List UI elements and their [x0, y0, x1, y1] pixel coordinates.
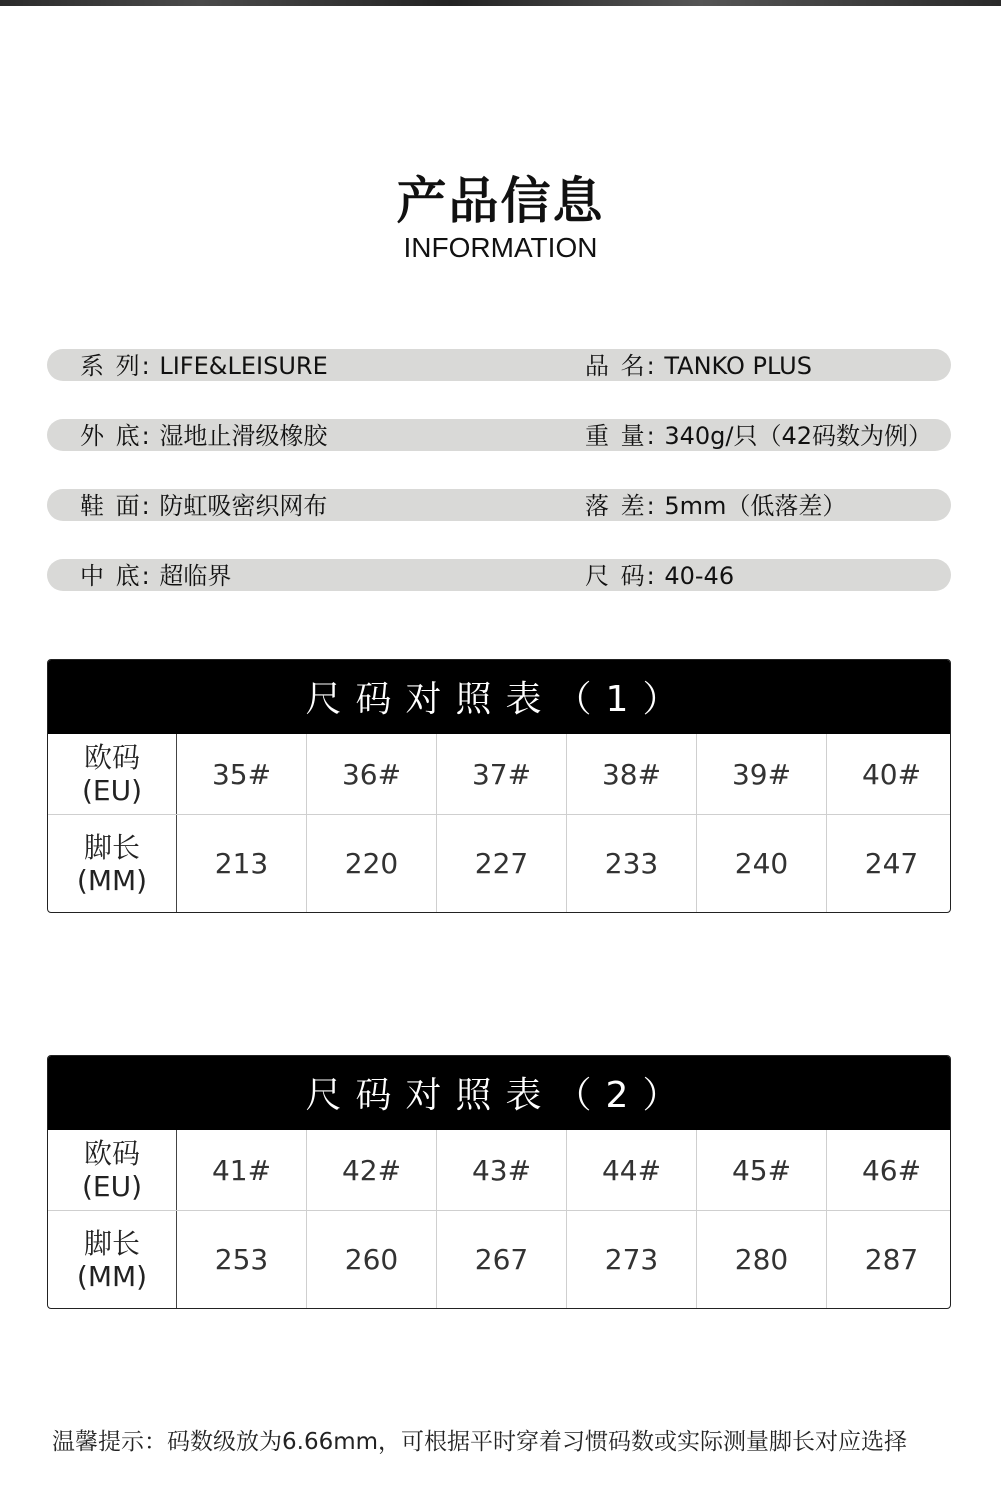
- info-cell-product-name: [585, 349, 812, 381]
- section-title: [0, 170, 1001, 264]
- info-value: 湿地止滑级橡胶: [159, 422, 328, 450]
- row-label-line: (MM): [76, 1259, 148, 1293]
- size-chart-table-2: [47, 1055, 951, 1309]
- row-label-line: 欧码: [83, 1137, 140, 1170]
- table-cell: 44#: [566, 1130, 696, 1210]
- size-chart-title: 尺码对照表（1）: [48, 660, 950, 734]
- table-cell: 267: [436, 1211, 566, 1308]
- row-label-eu: [48, 1130, 177, 1210]
- info-label: 品 名:: [585, 352, 657, 380]
- info-cell-size-range: [585, 559, 734, 591]
- size-chart-table-1: [47, 659, 951, 913]
- info-value: 340g/只（42码数为例）: [664, 422, 933, 450]
- table-cell: 253: [214, 1243, 269, 1276]
- row-label-eu: [48, 734, 177, 814]
- table-row-mm: [48, 814, 950, 912]
- info-label: 鞋 面:: [80, 492, 152, 520]
- row-label-line: 欧码: [83, 741, 140, 774]
- table-cell: 260: [306, 1211, 436, 1308]
- table-cell: 42#: [306, 1130, 436, 1210]
- table-cell: 45#: [696, 1130, 826, 1210]
- info-value: TANKO PLUS: [664, 352, 812, 380]
- title-english: INFORMATION: [403, 232, 598, 263]
- info-cell-series: [80, 349, 328, 381]
- info-cell-drop: [585, 489, 846, 521]
- table-cell: 35#: [211, 757, 272, 791]
- info-cell-weight: [585, 419, 932, 451]
- table-cell: 247: [826, 815, 951, 912]
- table-cell: 280: [696, 1211, 826, 1308]
- size-tip-footnote: 温馨提示：码数级放为6.66mm，可根据平时穿着习惯码数或实际测量脚长对应选择: [52, 1429, 908, 1455]
- table-row-eu: [48, 1130, 950, 1210]
- table-row-eu: [48, 734, 950, 814]
- info-cell-upper: [80, 489, 327, 521]
- top-decorative-strip: [0, 0, 1001, 6]
- table-cell: 46#: [826, 1130, 951, 1210]
- info-value: 5mm（低落差）: [664, 492, 847, 520]
- row-label-line: 脚长: [83, 830, 140, 864]
- info-value: 防虹吸密织网布: [159, 492, 328, 520]
- table-row-mm: [48, 1210, 950, 1308]
- size-chart-title: 尺码对照表（2）: [48, 1056, 950, 1130]
- table-cell: 43#: [436, 1130, 566, 1210]
- row-label-mm: [48, 1211, 177, 1308]
- info-row-outsole: [47, 419, 951, 451]
- info-row-series: [47, 349, 951, 381]
- info-value: LIFE&LEISURE: [159, 352, 328, 380]
- table-cell: 240: [696, 815, 826, 912]
- info-row-upper: [47, 489, 951, 521]
- table-cell: 287: [826, 1211, 951, 1308]
- row-label-line: 脚长: [83, 1226, 140, 1260]
- info-cell-outsole: [80, 419, 327, 451]
- row-label-mm: [48, 815, 177, 912]
- info-label: 外 底:: [80, 422, 152, 450]
- table-cell: 273: [566, 1211, 696, 1308]
- table-cell: 233: [566, 815, 696, 912]
- row-label-line: (EU): [81, 774, 143, 807]
- table-cell: 213: [214, 847, 269, 880]
- table-cell: 37#: [436, 734, 566, 814]
- info-label: 中 底:: [80, 562, 152, 590]
- table-cell: 39#: [696, 734, 826, 814]
- info-label: 落 差:: [585, 492, 657, 520]
- row-label-line: (EU): [81, 1170, 143, 1203]
- table-cell: 38#: [566, 734, 696, 814]
- table-cell: 41#: [211, 1153, 272, 1187]
- title-chinese: 产品信息: [396, 172, 605, 230]
- info-label: 尺 码:: [585, 562, 657, 590]
- table-cell: 227: [436, 815, 566, 912]
- row-label-line: (MM): [76, 863, 148, 897]
- info-value: 40-46: [664, 562, 735, 590]
- info-value: 超临界: [159, 562, 232, 590]
- info-label: 重 量:: [585, 422, 657, 450]
- table-cell: 36#: [306, 734, 436, 814]
- info-cell-midsole: [80, 559, 231, 591]
- info-row-midsole: [47, 559, 951, 591]
- info-label: 系 列:: [80, 352, 152, 380]
- table-cell: 40#: [826, 734, 951, 814]
- table-cell: 220: [306, 815, 436, 912]
